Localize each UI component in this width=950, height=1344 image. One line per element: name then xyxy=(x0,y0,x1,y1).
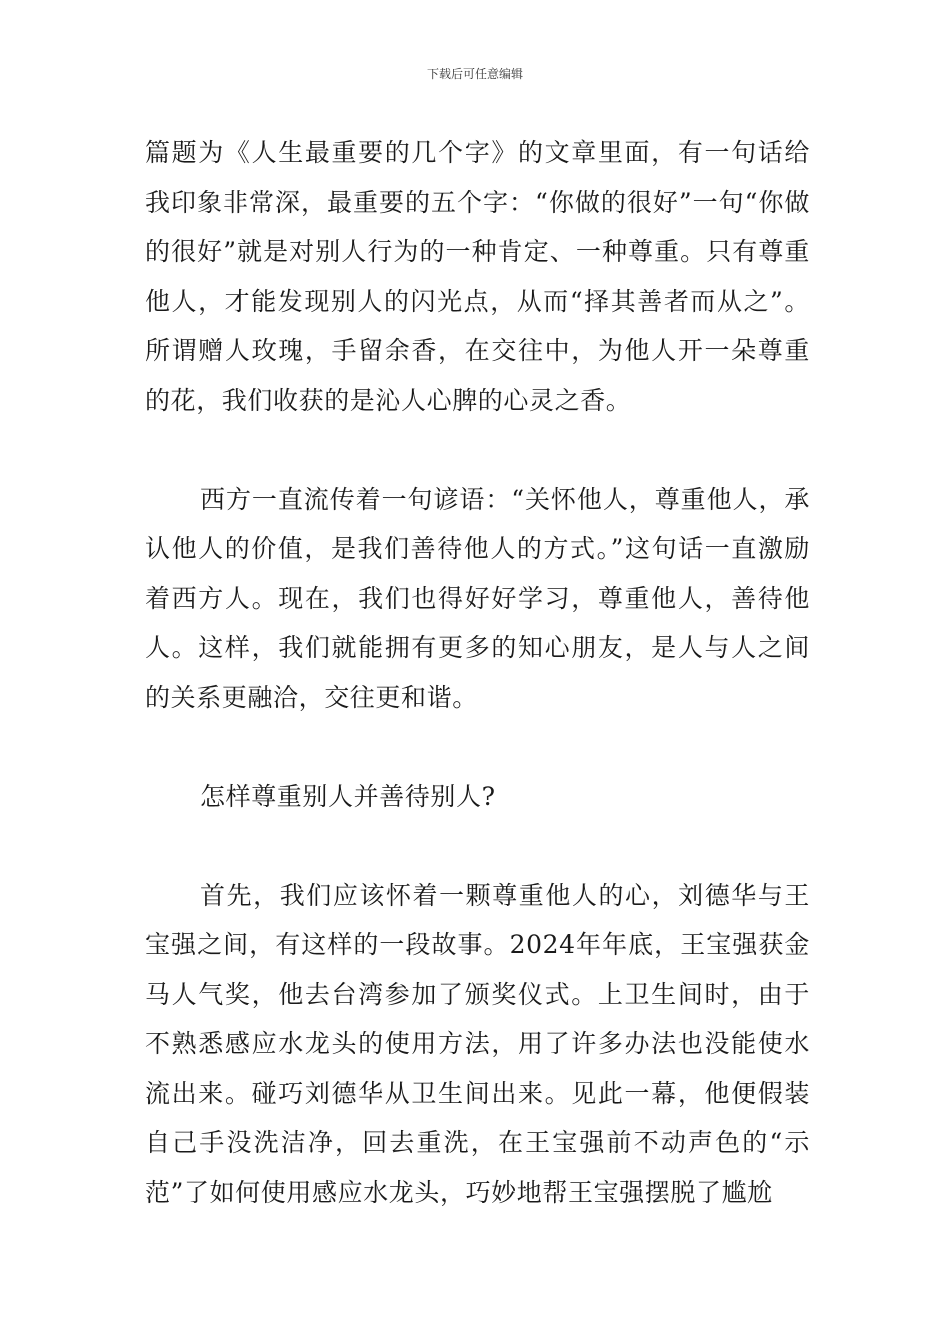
paragraph-2: 西方一直流传着一句谚语：“关怀他人，尊重他人，承认他人的价值，是我们善待他人的方式。”这句话一直激励着西方人。现在，我们也得好好学习，尊重他人，善待他人。这样，我们就能拥有更多的知心朋友，是人与人之间的关系更融洽，交往更和谐。 xyxy=(145,484,810,712)
section-question: 怎样尊重别人并善待别人? xyxy=(200,781,496,811)
paragraph-4: 首先，我们应该怀着一颗尊重他人的心，刘德华与王宝强之间，有这样的一段故事。2024年年底，王宝强获金马人气奖，他去台湾参加了颁奖仪式。上卫生间时，由于不熟悉感应水龙头的使用方法，用了许多办法也没能使水流出来。碰巧刘德华从卫生间出来。见此一幕，他便假装自己手没洗洁净，回去重洗，在王宝强前不动声色的“示范”了如何使用感应水龙头，巧妙地帮王宝强摆脱了尴尬 xyxy=(145,880,810,1207)
document-body xyxy=(145,128,810,1217)
page-header-note: 下载后可任意编辑 xyxy=(426,67,523,81)
paragraph-gap xyxy=(145,425,810,475)
paragraph-1: 篇题为《人生最重要的几个字》的文章里面，有一句话给我印象非常深，最重要的五个字：“你做的很好”一句“你做的很好”就是对别人行为的一种肯定、一种尊重。只有尊重他人，才能发现别人的闪光点，从而“择其善者而从之”。所谓赠人玫瑰，手留余香，在交往中，为他人开一朵尊重的花，我们收获的是沁人心脾的心灵之香。 xyxy=(145,138,810,415)
paragraph-gap xyxy=(145,722,810,772)
paragraph-gap xyxy=(145,821,810,871)
